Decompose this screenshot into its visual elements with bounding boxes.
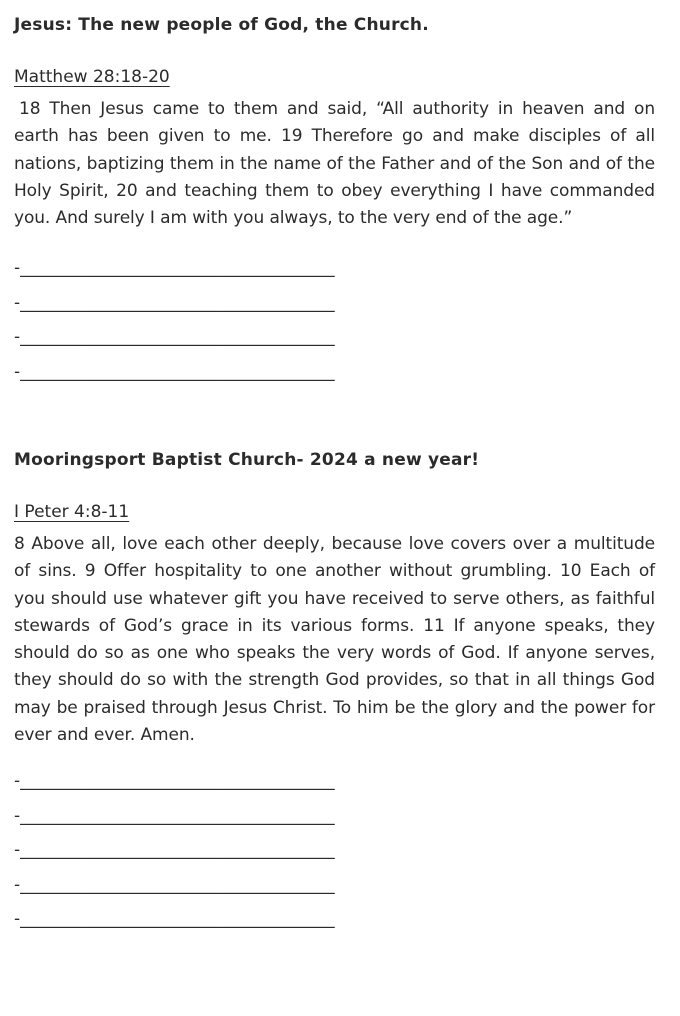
note-line: -_____________________________________ — [14, 874, 335, 895]
note-line: -_____________________________________ — [14, 805, 335, 826]
note-line: -_____________________________________ — [14, 909, 335, 930]
note-line: -_____________________________________ — [14, 361, 335, 382]
section-1-passage-ref: Matthew 28:18-20 — [14, 67, 170, 87]
note-line: -_____________________________________ — [14, 258, 335, 279]
section-2-passage-ref-line — [14, 499, 655, 526]
section-1-note-lines — [14, 255, 655, 386]
section-1-title: Jesus: The new people of God, the Church. — [14, 15, 429, 35]
section-1-passage-ref-line — [14, 64, 655, 91]
note-line: -_____________________________________ — [14, 327, 335, 348]
section-2-note-lines — [14, 768, 655, 933]
note-line: -_____________________________________ — [14, 840, 335, 861]
section-jesus-new-people — [14, 12, 655, 386]
section-2-title: Mooringsport Baptist Church- 2024 a new year! — [14, 449, 480, 470]
note-line: -_____________________________________ — [14, 292, 335, 313]
section-2-passage-ref: I Peter 4:8-11 — [14, 501, 130, 522]
note-line: -_____________________________________ — [14, 771, 335, 792]
section-1-passage-text: 18 Then Jesus came to them and said, “All authority in heaven and on earth has been given to me. 19 Therefore go and make disciples of all nations, baptizing them in the name of the Father and of the Son and of the Holy Spirit, 20 and teaching them to obey everything I have commanded you. And surely I am with you always, to the very end of the age.” — [14, 99, 655, 229]
section-2-passage-text: 8 Above all, love each other deeply, because love covers over a multitude of sins. 9 Offer hospitality to one another without grumbling. 10 Each of you should use whatever gift you have received to serve others, as faithful stewards of God’s grace in its various forms. 11 If anyone speaks, they should do so as one who speaks the very words of God. If anyone serves, they should do so with the strength God provides, so that in all things God may be praised through Jesus Christ. To him be the glory and the power for ever and ever. Amen. — [14, 533, 655, 746]
section-mooringsport-2024 — [14, 447, 655, 933]
